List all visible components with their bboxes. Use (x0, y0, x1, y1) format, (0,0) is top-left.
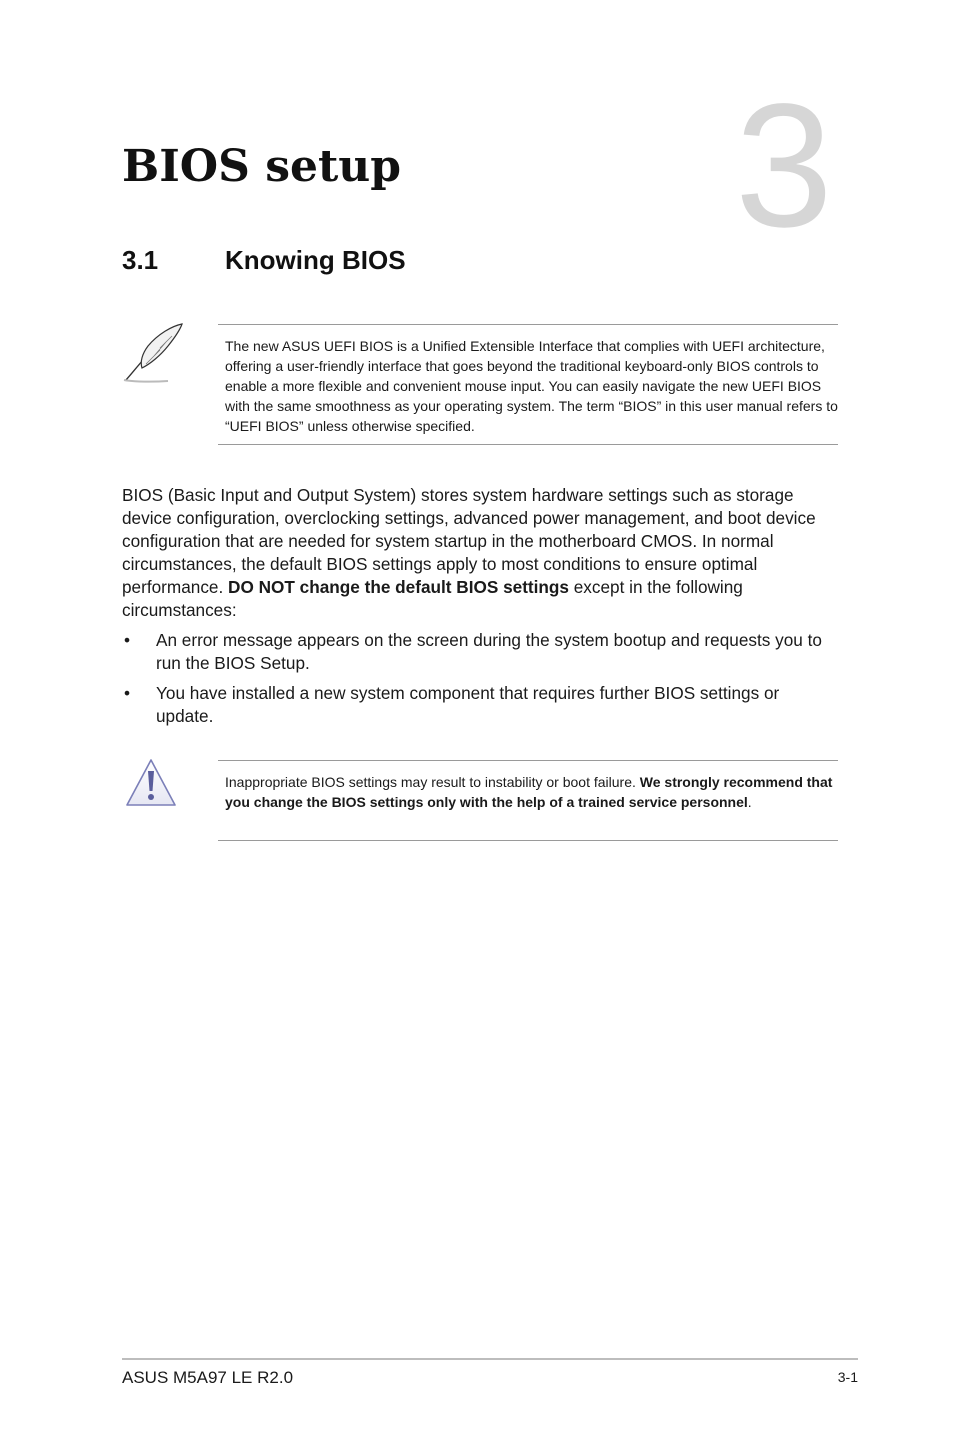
bullet-marker: • (124, 630, 131, 650)
chapter-number: 3 (735, 68, 833, 264)
bullet-text: An error message appears on the screen during the system bootup and requests you to run the BIOS Setup. (156, 630, 822, 673)
section-number: 3.1 (122, 245, 159, 275)
warning-callout (218, 760, 838, 841)
body-intro: BIOS (Basic Input and Output System) stores system hardware settings such as storage device configuration, overclocking settings, advanced power management, and boot device configuration that are needed for system startup in the motherboard CMOS. In normal circumstances, the default BIOS settings apply to most conditions to ensure optimal performance. (122, 485, 816, 597)
footer-rule (122, 1358, 858, 1360)
body-intro-bold: DO NOT change the default BIOS settings (228, 577, 569, 597)
note-text: The new ASUS UEFI BIOS is a Unified Extensible Interface that complies with UEFI architecture, offering a user-friendly interface that goes beyond the traditional keyboard-only BIOS controls to enable a more flexible and convenient mouse input. You can easily navigate the new UEFI BIOS with the same smoothness as your operating system. The term “BIOS” in this user manual refers to “UEFI BIOS” unless otherwise specified. (225, 338, 838, 434)
body-intro-end: except in the following circumstances: (122, 577, 743, 620)
feather-pen-icon (120, 320, 186, 384)
section-title: Knowing BIOS (225, 245, 406, 275)
warning-triangle-icon (124, 757, 178, 809)
bullet-marker: • (124, 683, 131, 703)
list-item (122, 682, 834, 728)
list-item (122, 629, 834, 675)
warning-end: . (747, 794, 752, 810)
body-paragraph (122, 484, 834, 622)
warning-plain: Inappropriate BIOS settings may result to instability or boot failure. (225, 774, 640, 790)
page-number: 3-1 (837, 1369, 858, 1385)
chapter-title: BIOS setup (122, 141, 402, 192)
bullet-text: You have installed a new system component that requires further BIOS settings or update. (156, 683, 780, 726)
warning-bold: We strongly recommend that you change the BIOS settings only with the help of a trained service personnel (225, 774, 833, 810)
note-callout (218, 324, 838, 445)
footer-product: ASUS M5A97 LE R2.0 (122, 1368, 294, 1387)
warning-text (218, 772, 838, 812)
